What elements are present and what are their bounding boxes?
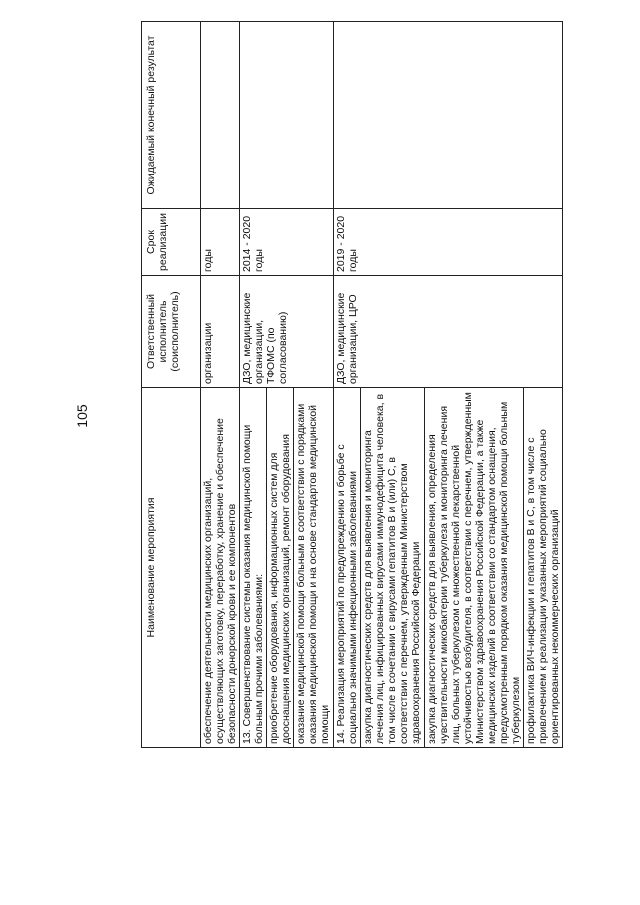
cell-result	[334, 22, 563, 209]
cell-name: 14. Реализация мероприятий по предупреждению и борьбе с социально значимыми инфекционными заболеваниями	[334, 388, 361, 748]
cell-name: приобретение оборудования, информационных систем для дооснащения медицинских организаций, ремонт оборудования	[267, 388, 294, 748]
table-header-row	[142, 22, 201, 748]
cell-name: оказание медицинской помощи больным в соответствии с порядками оказания медицинской помощи и на основе стандартов медицинской помощи	[294, 388, 334, 748]
cell-result	[201, 22, 240, 209]
cell-name: 13. Совершенствование системы оказания медицинской помощи больным прочими заболеваниями:	[240, 388, 267, 748]
header-name: Наименование мероприятия	[142, 388, 201, 748]
header-result: Ожидаемый конечный результат	[142, 22, 201, 209]
header-executor: Ответственный исполнитель (соисполнитель)	[142, 276, 201, 388]
table-row	[334, 22, 361, 748]
cell-result	[240, 22, 334, 209]
cell-name: профилактика ВИЧ-инфекции и гепатитов В и С, в том числе с привлечением к реализации указанных мероприятий социально ориентированных некоммерческих организаций	[524, 388, 563, 748]
page-number: 105	[74, 404, 90, 428]
cell-name: закупка диагностических средств для выявления и мониторинга лечения лиц, инфицированных вирусами иммунодефицита человека, в том числе в сочетании с вирусами гепатитов В и (или) С, в соответствии с перечнем, утвержденным Министерством здравоохранения Российской Федерации	[361, 388, 425, 748]
cell-executor: организации	[201, 276, 240, 388]
cell-term: годы	[201, 209, 240, 276]
header-term: Срок реализации	[142, 209, 201, 276]
measures-table	[141, 21, 563, 748]
cell-term: 2019 - 2020 годы	[334, 209, 563, 276]
cell-executor: ДЗО, медицинские организации, ЦРО	[334, 276, 563, 388]
table-row	[201, 22, 240, 748]
cell-name: закупка диагностических средств для выявления, определения чувствительности микобактерии туберкулеза и мониторинга лечения лиц, больных туберкулезом с множественной лекарственной устойчивостью возбудителя, в соответствии с перечнем, утвержденным Министерством здравоохранения Российской Федерации, а также медицинских изделий в соответствии со стандартом оснащения, предусмотренным порядком оказания медицинской помощи больным туберкулезом	[425, 388, 524, 748]
cell-term: 2014 - 2020 годы	[240, 209, 334, 276]
table-row	[240, 22, 267, 748]
cell-executor: ДЗО, медицинские организации, ТФОМС (по согласованию)	[240, 276, 334, 388]
cell-name: обеспечение деятельности медицинских организаций, осуществляющих заготовку, переработку, хранение и обеспечение безопасности донорской крови и ее компонентов	[201, 388, 240, 748]
document-table-container	[141, 22, 561, 748]
